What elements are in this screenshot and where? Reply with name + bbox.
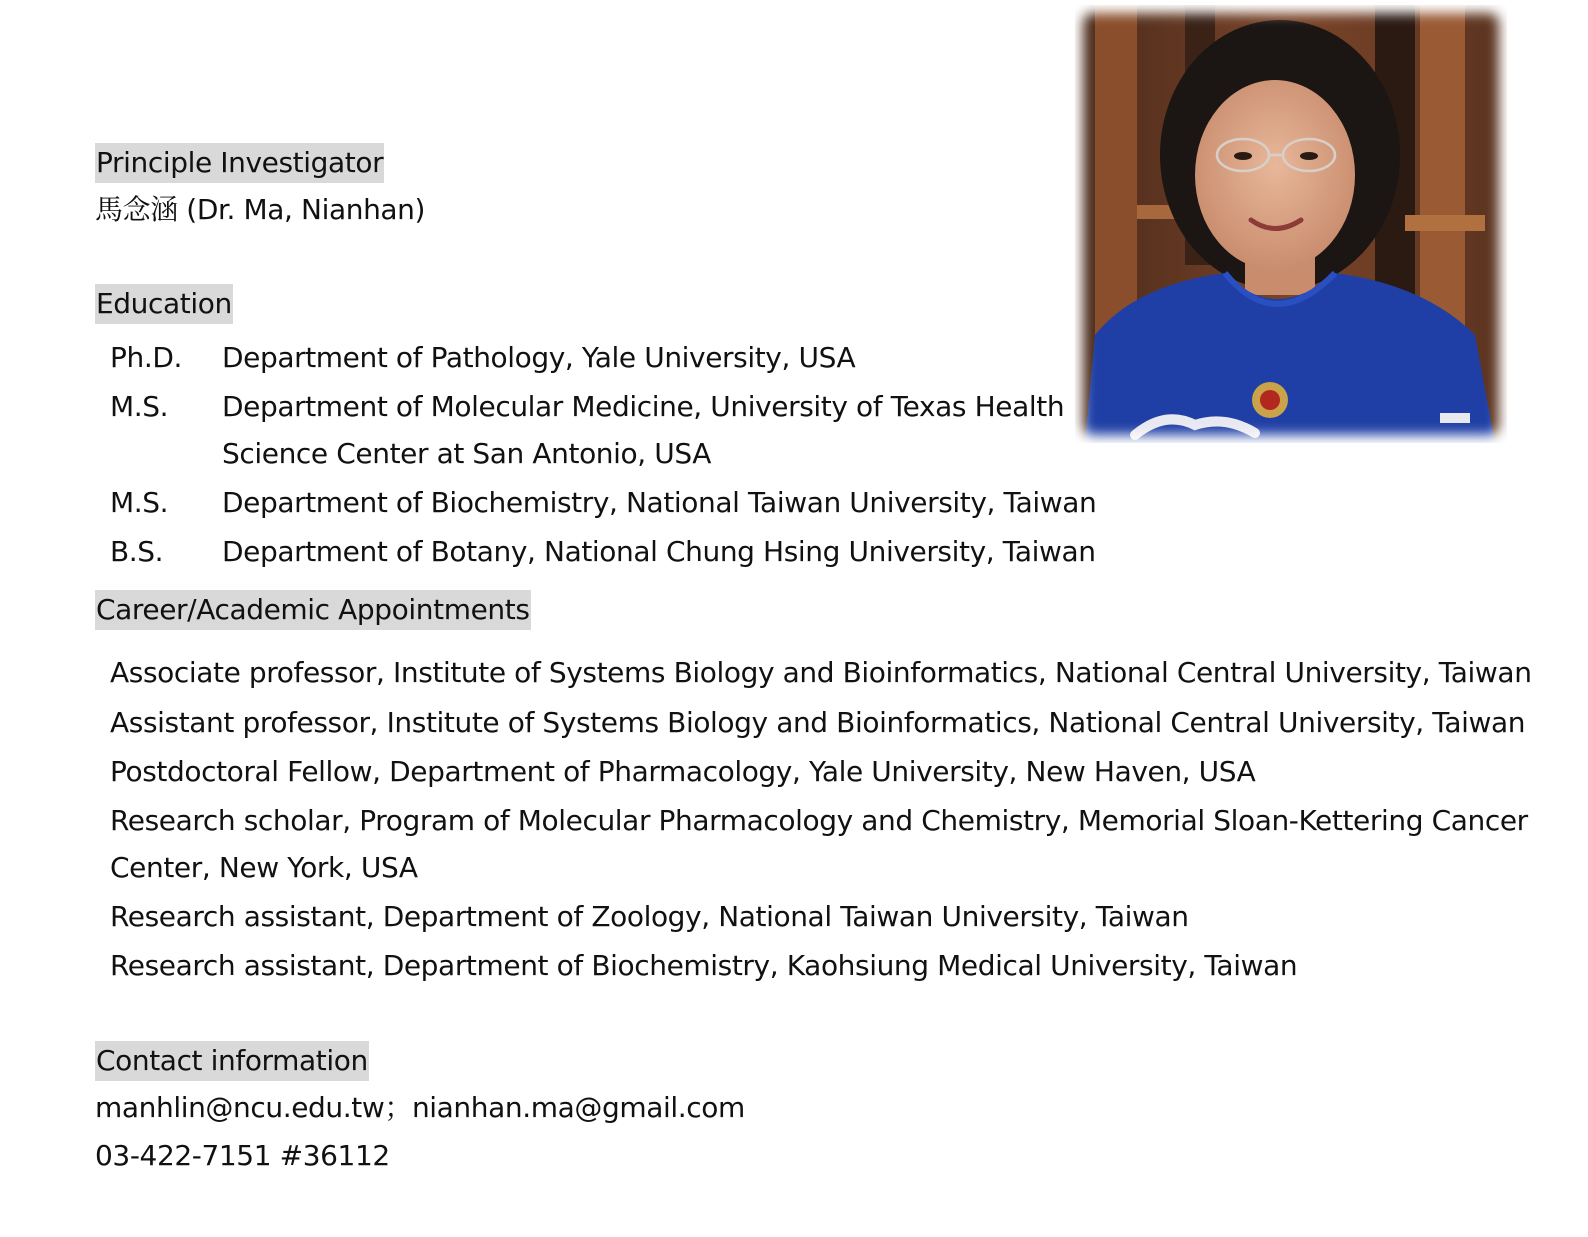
pi-heading: Principle Investigator xyxy=(95,143,384,183)
career-heading: Career/Academic Appointments xyxy=(95,590,531,630)
career-item: Research assistant, Department of Zoology, National Taiwan University, Taiwan xyxy=(110,900,1189,933)
career-item-continued: Center, New York, USA xyxy=(110,851,418,884)
career-item: Research assistant, Department of Biochemistry, Kaohsiung Medical University, Taiwan xyxy=(110,949,1298,982)
contact-heading: Contact information xyxy=(95,1041,369,1081)
portrait-photo xyxy=(1075,5,1507,443)
contact-phone[interactable]: 03-422-7151 #36112 xyxy=(95,1139,390,1172)
education-heading: Education xyxy=(95,284,233,324)
career-item: Assistant professor, Institute of Systems Biology and Bioinformatics, National Central University, Taiwan xyxy=(110,706,1526,739)
pi-name: 馬念涵 (Dr. Ma, Nianhan) xyxy=(95,193,426,226)
education-degree: B.S. xyxy=(110,535,164,568)
education-detail: Department of Molecular Medicine, University of Texas Health xyxy=(222,390,1065,423)
education-degree: M.S. xyxy=(110,486,169,519)
education-detail-continued: Science Center at San Antonio, USA xyxy=(222,437,712,470)
education-degree: Ph.D. xyxy=(110,341,182,374)
education-degree: M.S. xyxy=(110,390,169,423)
career-item: Associate professor, Institute of Systems Biology and Bioinformatics, National Central University, Taiwan xyxy=(110,656,1532,689)
education-detail: Department of Botany, National Chung Hsing University, Taiwan xyxy=(222,535,1096,568)
career-item: Research scholar, Program of Molecular Pharmacology and Chemistry, Memorial Sloan-Kettering Cancer xyxy=(110,804,1528,837)
contact-email[interactable]: manhlin@ncu.edu.tw；nianhan.ma@gmail.com xyxy=(95,1091,745,1124)
career-item: Postdoctoral Fellow, Department of Pharmacology, Yale University, New Haven, USA xyxy=(110,755,1256,788)
education-detail: Department of Biochemistry, National Taiwan University, Taiwan xyxy=(222,486,1097,519)
education-detail: Department of Pathology, Yale University, USA xyxy=(222,341,856,374)
